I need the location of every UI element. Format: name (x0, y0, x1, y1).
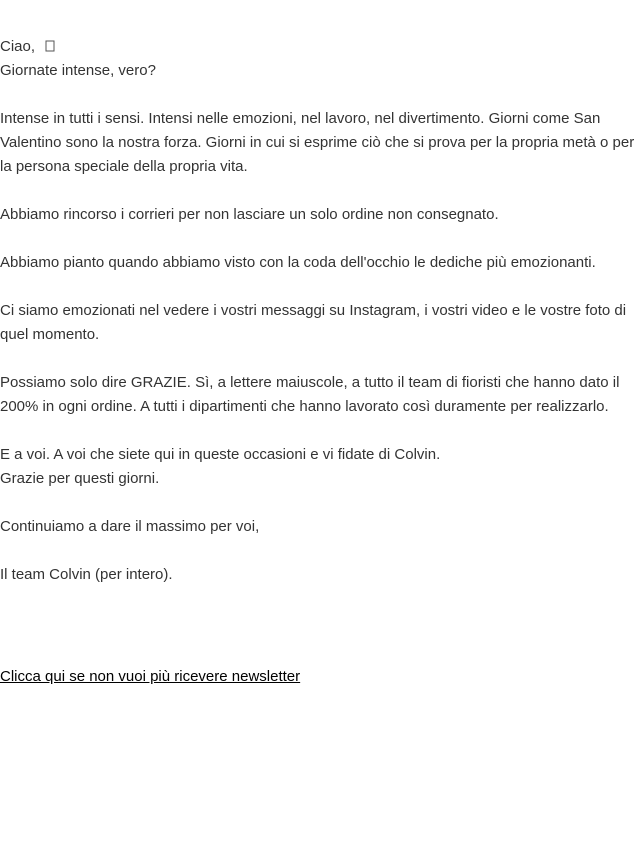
paragraph-intense: Intense in tutti i sensi. Intensi nelle emozioni, nel lavoro, nel divertimento. Giorni come San Valentino sono la nostra forza. Giorni in cui si esprime ciò che si prova per la propria metà o per la persona speciale della propria vita. (0, 110, 635, 175)
greeting-line (0, 35, 640, 59)
paragraph-grateful: Grazie per questi giorni. (0, 470, 160, 487)
missing-glyph-icon (45, 40, 55, 52)
email-body (0, 35, 640, 611)
intro-line: Giornate intense, vero? (0, 62, 156, 79)
unsubscribe-link[interactable]: Clicca qui se non vuoi più ricevere newsletter (0, 668, 301, 685)
paragraph-dedications: Abbiamo pianto quando abbiamo visto con la coda dell'occhio le dediche più emozionanti. (0, 254, 596, 271)
paragraph-couriers: Abbiamo rincorso i corrieri per non lasciare un solo ordine non consegnato. (0, 206, 499, 223)
paragraph-thanks: Possiamo solo dire GRAZIE. Sì, a lettere maiuscole, a tutto il team di fioristi che hanno dato il 200% in ogni ordine. A tutti i dipartimenti che hanno lavorato così duramente per realizzarlo. (0, 374, 620, 415)
closing-line: Continuiamo a dare il massimo per voi, (0, 518, 260, 535)
paragraph-instagram: Ci siamo emozionati nel vedere i vostri messaggi su Instagram, i vostri video e le vostre foto di quel momento. (0, 302, 627, 343)
paragraph-trust: E a voi. A voi che siete qui in queste occasioni e vi fidate di Colvin. (0, 446, 441, 463)
signature: Il team Colvin (per intero). (0, 566, 173, 583)
greeting-text: Ciao, (0, 38, 36, 55)
